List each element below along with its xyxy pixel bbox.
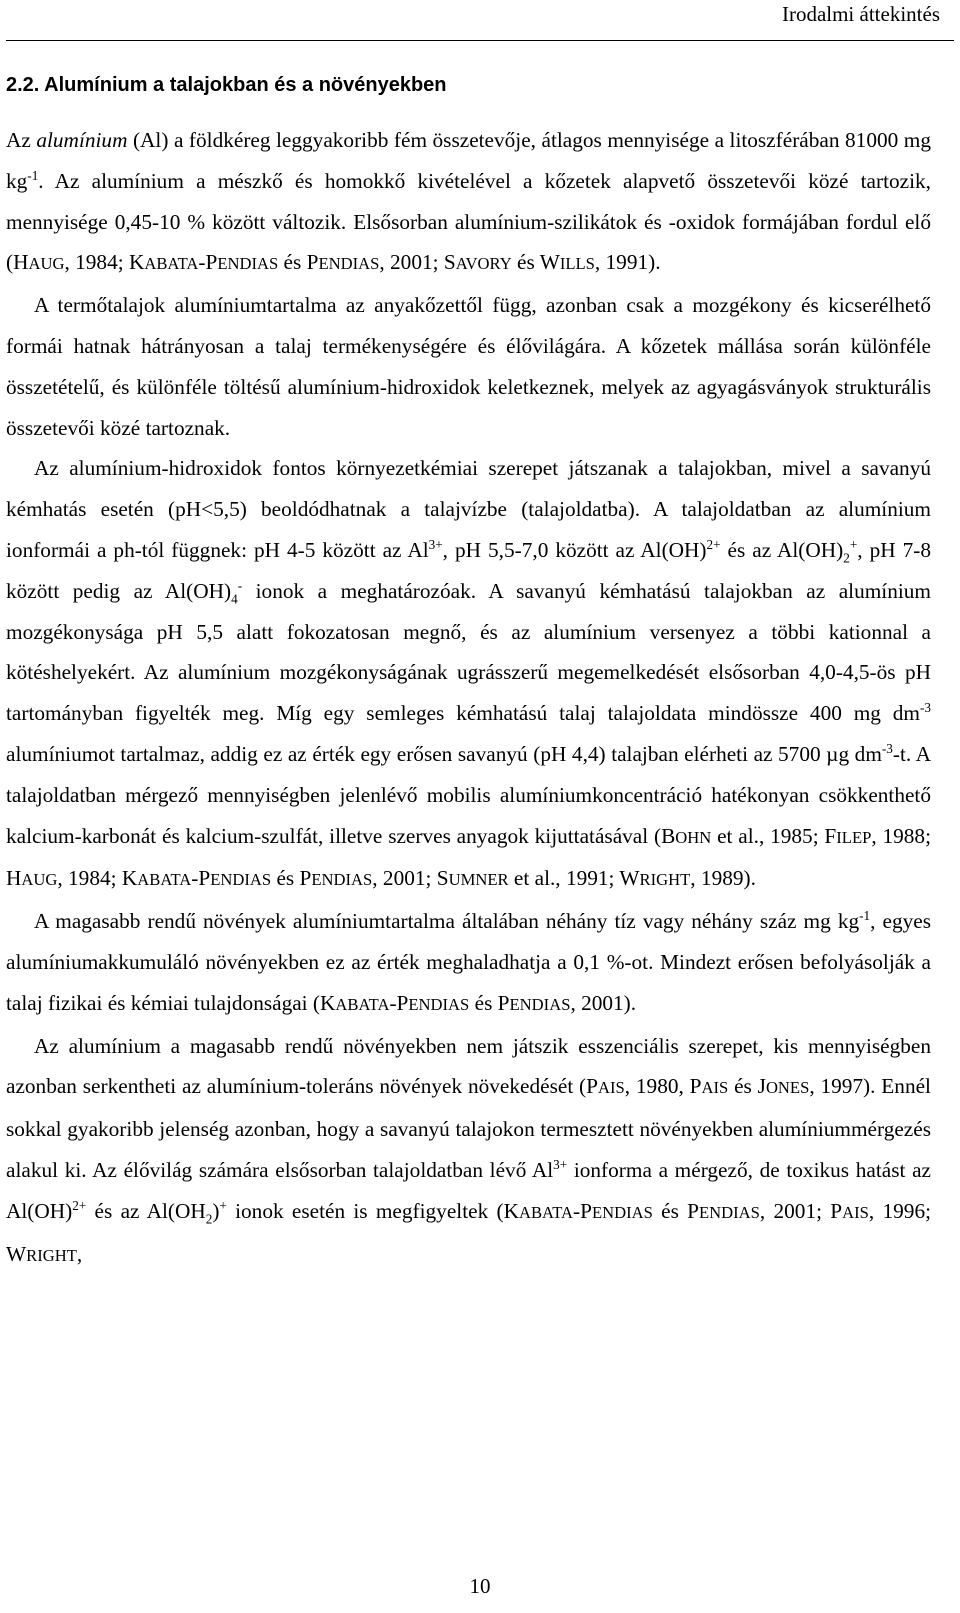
section-title: 2.2. Alumínium a talajokban és a növényekben xyxy=(6,74,447,96)
paragraph-1: Az alumínium (Al) a földkéreg leggyakoribb fém összetevője, átlagos mennyisége a litoszférában 81000 mg $kg^{-1}$. Az alumínium a mészkő és homokkő kivételével a kőzetek alapvető összetevői közé tartozik, mennyisége 0,45-10 % között változik. Elsősorban alumínium-szilikátok és -oxidok formájában fordul elő (HAUG, 1984; KABATA-PENDIAS és PENDIAS, 2001; SAVORY és WILLS, 1991). xyxy=(6,128,931,275)
paragraph-2: A termőtalajok alumíniumtartalma az anyakőzettől függ, azonban csak a mozgékony és kicserélhető formái hatnak hátrányosan a talaj termékenységére és élővilágára. A kőzetek mállása során különféle összetételű, és különféle töltésű alumínium-hidroxidok keletkeznek, melyek az agyagásványok strukturális összetevői közé tartoznak. xyxy=(6,293,931,440)
page-number: 10 xyxy=(469,1574,491,1598)
paragraph-4: A magasabb rendű növények alumíniumtartalma általában néhány tíz vagy néhány száz mg $kg^{-1}$, egyes alumíniumakkumuláló növényekben ez az érték meghaladhatja a 0,1 %-ot. Mindezt erősen befolyásolják a talaj fizikai és kémiai tulajdonságai (KABATA-PENDIAS és PENDIAS, 2001). xyxy=(6,908,932,1015)
paragraph-3: Az alumínium-hidroxidok fontos környezetkémiai szerepet játszanak a talajokban, mivel a savanyú kémhatás esetén (pH<5,5) beoldódhatnak a talajvízbe (talajoldatba). A talajoldatban az alumínium ionformái a ph-tól függnek: pH 4-5 között az $Al^{3+}$, pH 5,5-7,0 között az Al(OH)$^{2+}$ és az $Al(OH)_2^+$, pH 7-8 között pedig az $Al(OH)_4^-$ ionok a meghatározóak. A savanyú kémhatású talajokban az alumínium mozgékonysága pH 5,5 alatt fokozatosan megnő, és az alumínium versenyez a többi kationnal a kötéshelyekért. Az alumínium mozgékonyságának ugrásszerű megemelkedését elsősorban 4,0-4,5-ös pH tartományban figyelték meg. Míg egy semleges kémhatású talaj talajoldata mindössze 400 mg $dm^{-3}$ alumíniumot tartalmaz, addig ez az érték egy erősen savanyú (pH 4,4) talajban elérheti az 5700 µg $dm^{-3}-t$. A talajoldatban mérgező mennyiségben jelenlévő mobilis alumíniumkoncentráció hatékonyan csökkenthető kalcium-karbonát és kalcium-szulfát, illetve szerves anyagok kijuttatásával (BOHN et al., 1985; FILEP, 1988; HAUG, 1984; KABATA-PENDIAS és PENDIAS, 2001; SUMNER et al., 1991; WRIGHT, 1989). xyxy=(6,456,932,891)
header-rule xyxy=(6,40,954,41)
running-header: Irodalmi áttekintés xyxy=(781,2,940,26)
paragraph-5: Az alumínium a magasabb rendű növényekben nem játszik esszenciális szerepet, kis mennyiségben azonban serkentheti az alumínium-toleráns növények növekedését (PAIS, 1980, PAIS és JONES, 1997). Ennél sokkal gyakoribb jelenség azonban, hogy a savanyú talajokon termesztett növényekben alumíniummérgezés alakul ki. Az élővilág számára elsősorban talajoldatban lévő $Al^{3+}$ ionforma a mérgező, de toxikus hatást az Al(OH)$^{2+}$ és az $Al(OH_2)^+$ ionok esetén is megfigyeltek (KABATA-PENDIAS és PENDIAS, 2001; PAIS, 1996; WRIGHT, xyxy=(6,1033,932,1266)
body-text xyxy=(6,120,931,1276)
